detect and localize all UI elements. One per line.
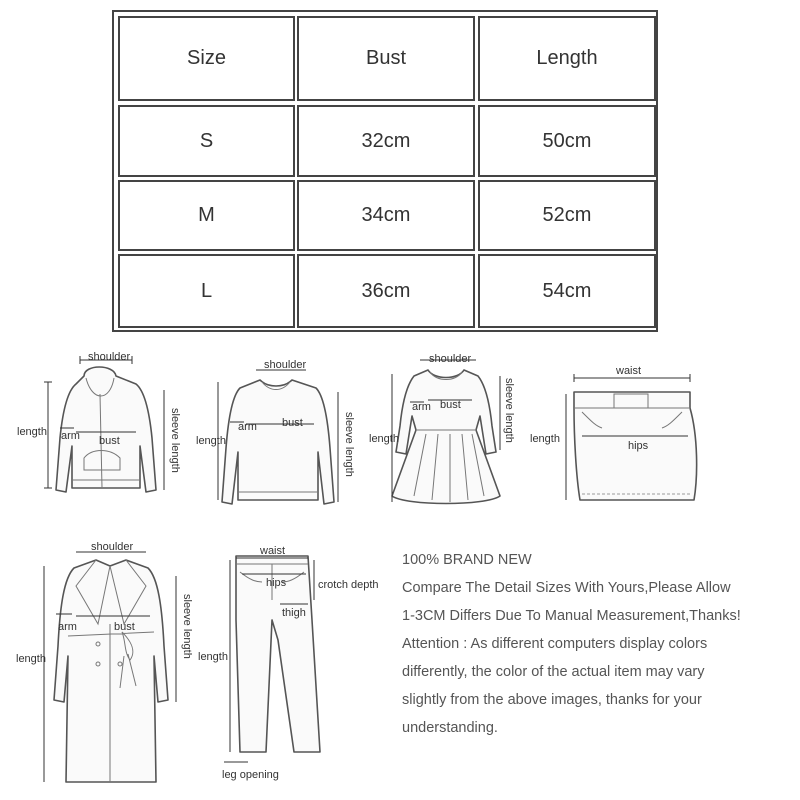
waist-label: waist	[616, 365, 642, 377]
table-cell-bust: 34cm	[297, 180, 475, 251]
length-label: length	[17, 426, 47, 438]
header-length: Length	[478, 16, 656, 101]
sleeve-length-label: sleeve length	[503, 378, 515, 443]
note-compare: Compare The Detail Sizes With Yours,Please Allow	[402, 580, 731, 596]
arm-label: arm	[412, 401, 431, 413]
bust-label: bust	[282, 417, 303, 429]
arm-label: arm	[61, 430, 80, 442]
table-cell-size: S	[118, 105, 295, 177]
pants-diagram	[196, 540, 396, 790]
sleeve-length-label: sleeve length	[343, 412, 355, 477]
table-cell-size: M	[118, 180, 295, 251]
shoulder-label: shoulder	[429, 353, 472, 365]
skirt-diagram	[526, 356, 706, 516]
table-cell-length: 50cm	[478, 105, 656, 177]
table-cell-length: 52cm	[478, 180, 656, 251]
length-label: length	[196, 435, 226, 447]
hips-label: hips	[266, 577, 287, 589]
note-color: differently, the color of the actual item may vary	[402, 664, 705, 680]
leg-opening-label: leg opening	[222, 769, 279, 781]
note-understanding: understanding.	[402, 720, 498, 736]
waist-label: waist	[260, 545, 286, 557]
length-label: length	[198, 651, 228, 663]
length-label: length	[16, 653, 46, 665]
note-images: slightly from the above images, thanks for your	[402, 692, 702, 708]
coat-diagram	[14, 536, 204, 796]
note-measurement: 1-3CM Differs Due To Manual Measurement,Thanks!	[402, 608, 741, 624]
bust-label: bust	[114, 621, 135, 633]
note-attention: Attention : As different computers display colors	[402, 636, 708, 652]
bust-label: bust	[99, 435, 120, 447]
table-cell-size: L	[118, 254, 295, 328]
size-table	[112, 10, 658, 332]
table-cell-length: 54cm	[478, 254, 656, 328]
header-size: Size	[118, 16, 295, 101]
arm-label: arm	[238, 421, 257, 433]
sweater-diagram	[190, 352, 370, 512]
dress-diagram	[366, 346, 536, 516]
table-cell-bust: 36cm	[297, 254, 475, 328]
thigh-label: thigh	[282, 607, 306, 619]
hoodie-diagram	[14, 348, 194, 508]
header-bust: Bust	[297, 16, 475, 101]
arm-label: arm	[58, 621, 77, 633]
table-cell-bust: 32cm	[297, 105, 475, 177]
shoulder-label: shoulder	[91, 541, 134, 553]
crotch-depth-label: crotch depth	[318, 579, 379, 591]
shoulder-label: shoulder	[88, 351, 131, 363]
note-brand-new: 100% BRAND NEW	[402, 552, 532, 568]
product-notes	[402, 546, 798, 742]
length-label: length	[530, 433, 560, 445]
bust-label: bust	[440, 399, 461, 411]
sleeve-length-label: sleeve length	[181, 594, 193, 659]
hips-label: hips	[628, 440, 649, 452]
length-label: length	[369, 433, 399, 445]
sleeve-length-label: sleeve length	[169, 408, 181, 473]
shoulder-label: shoulder	[264, 359, 307, 371]
